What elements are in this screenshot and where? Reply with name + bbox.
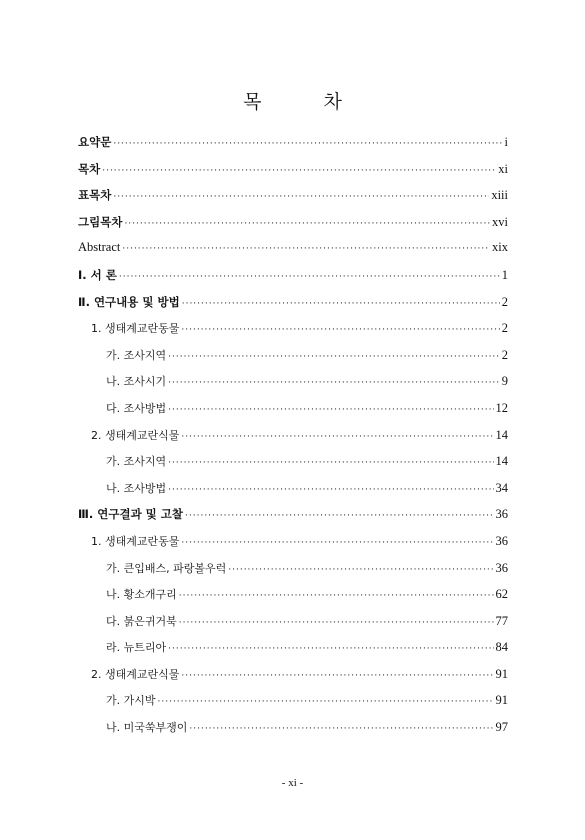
toc-entry-section[interactable] xyxy=(78,533,508,560)
page-title: 목 차 xyxy=(243,90,370,113)
toc-leader-dots xyxy=(182,299,500,309)
toc-entry-label: 나. 조사방법 xyxy=(106,481,167,495)
toc-entry-table-list[interactable] xyxy=(78,187,508,214)
toc-entry-abstract[interactable] xyxy=(78,240,508,267)
toc-leader-dots xyxy=(168,352,500,362)
toc-entry-section[interactable] xyxy=(78,320,508,347)
toc-leader-dots xyxy=(185,511,493,521)
toc-entry-subsection[interactable] xyxy=(78,613,508,640)
toc-leader-dots xyxy=(122,244,490,254)
toc-entry-page: 14 xyxy=(495,454,508,469)
toc-entry-page: 91 xyxy=(495,666,508,681)
toc-entry-page: 36 xyxy=(495,507,508,522)
toc-entry-subsection[interactable] xyxy=(78,639,508,666)
toc-entry-label: 1. 생태계교란동물 xyxy=(91,322,180,336)
toc-leader-dots xyxy=(179,618,494,628)
toc-entry-page: 14 xyxy=(495,427,508,442)
toc-entry-page: xix xyxy=(492,240,508,255)
toc-entry-chapter-3[interactable] xyxy=(78,506,508,533)
toc-entry-label: 다. 붉은귀거북 xyxy=(106,614,177,628)
toc-entry-chapter-2[interactable] xyxy=(78,294,508,321)
toc-entry-subsection[interactable] xyxy=(78,586,508,613)
toc-entry-page: 36 xyxy=(495,560,508,575)
toc-entry-label: 표목차 xyxy=(78,188,112,203)
toc-entry-page: 12 xyxy=(495,400,508,415)
toc-entry-label: 가. 큰입배스, 파랑볼우럭 xyxy=(106,561,227,575)
toc-entry-label: 1. 생태계교란동물 xyxy=(91,534,180,548)
toc-leader-dots xyxy=(158,697,494,707)
toc-leader-dots xyxy=(181,325,499,335)
toc-entry-label: 나. 미국쑥부쟁이 xyxy=(106,721,188,735)
toc-leader-dots xyxy=(179,591,494,601)
toc-leader-dots xyxy=(168,485,493,495)
toc-entry-section[interactable] xyxy=(78,666,508,693)
toc-entry-subsection[interactable] xyxy=(78,373,508,400)
toc-entry-label: 나. 조사시기 xyxy=(106,375,167,389)
toc-entry-page: xvi xyxy=(492,214,508,229)
toc-entry-label: Ⅰ. 서 론 xyxy=(78,267,117,282)
toc-entry-figure-list[interactable] xyxy=(78,214,508,241)
toc-entry-subsection[interactable] xyxy=(78,692,508,719)
toc-leader-dots xyxy=(228,565,493,575)
toc-entry-label: 2. 생태계교란식물 xyxy=(91,667,180,681)
toc-entry-page: 2 xyxy=(501,294,508,309)
toc-entry-page: 2 xyxy=(501,321,508,336)
page-number-footer: - xi - xyxy=(281,777,304,789)
toc-leader-dots xyxy=(181,538,493,548)
toc-entry-label: 나. 황소개구리 xyxy=(106,588,177,602)
toc-entry-page: 9 xyxy=(501,374,508,389)
toc-entry-page: 36 xyxy=(495,533,508,548)
toc-entry-subsection[interactable] xyxy=(78,453,508,480)
toc-entry-label: 요약문 xyxy=(78,135,112,149)
toc-entry-label: Ⅲ. 연구결과 및 고찰 xyxy=(78,507,184,522)
toc-entry-subsection[interactable] xyxy=(78,560,508,587)
toc-entry-summary[interactable] xyxy=(78,134,508,161)
toc-leader-dots xyxy=(168,405,493,415)
toc-entry-subsection[interactable] xyxy=(78,719,508,746)
toc-entry-label: 2. 생태계교란식물 xyxy=(91,428,180,442)
toc-entry-page: 91 xyxy=(495,693,508,708)
toc-leader-dots xyxy=(102,166,496,176)
toc-entry-subsection[interactable] xyxy=(78,480,508,507)
toc-entry-label: 가. 조사지역 xyxy=(106,455,167,469)
toc-leader-dots xyxy=(168,378,500,388)
toc-entry-page: 34 xyxy=(495,480,508,495)
toc-entry-page: 62 xyxy=(495,587,508,602)
table-of-contents xyxy=(78,134,508,746)
toc-entry-page: xi xyxy=(498,161,508,176)
toc-entry-page: xiii xyxy=(491,188,508,203)
toc-entry-page: 2 xyxy=(501,347,508,362)
toc-leader-dots xyxy=(181,671,493,681)
toc-entry-page: i xyxy=(504,135,508,149)
toc-entry-page: 84 xyxy=(495,640,508,655)
toc-entry-label: 그림목차 xyxy=(78,214,123,229)
toc-leader-dots xyxy=(181,432,493,442)
toc-entry-subsection[interactable] xyxy=(78,347,508,374)
toc-leader-dots xyxy=(124,219,490,229)
toc-entry-subsection[interactable] xyxy=(78,400,508,427)
toc-entry-page: 1 xyxy=(501,267,508,282)
toc-leader-dots xyxy=(113,192,489,202)
toc-entry-page: 97 xyxy=(495,720,508,735)
toc-leader-dots xyxy=(168,644,493,654)
toc-entry-label: Abstract xyxy=(78,240,121,255)
toc-entry-contents[interactable] xyxy=(78,161,508,188)
toc-entry-label: 목차 xyxy=(78,161,101,176)
toc-entry-label: 가. 조사지역 xyxy=(106,348,167,362)
toc-entry-label: 가. 가시박 xyxy=(106,694,156,708)
toc-leader-dots xyxy=(119,272,500,282)
toc-leader-dots xyxy=(189,724,493,734)
toc-entry-section[interactable] xyxy=(78,427,508,454)
toc-entry-page: 77 xyxy=(495,613,508,628)
toc-leader-dots xyxy=(168,458,493,468)
toc-entry-label: 다. 조사방법 xyxy=(106,401,167,415)
toc-entry-chapter-1[interactable] xyxy=(78,267,508,294)
toc-leader-dots xyxy=(113,139,502,149)
toc-entry-label: 라. 뉴트리아 xyxy=(106,641,167,655)
toc-entry-label: Ⅱ. 연구내용 및 방법 xyxy=(78,294,180,309)
